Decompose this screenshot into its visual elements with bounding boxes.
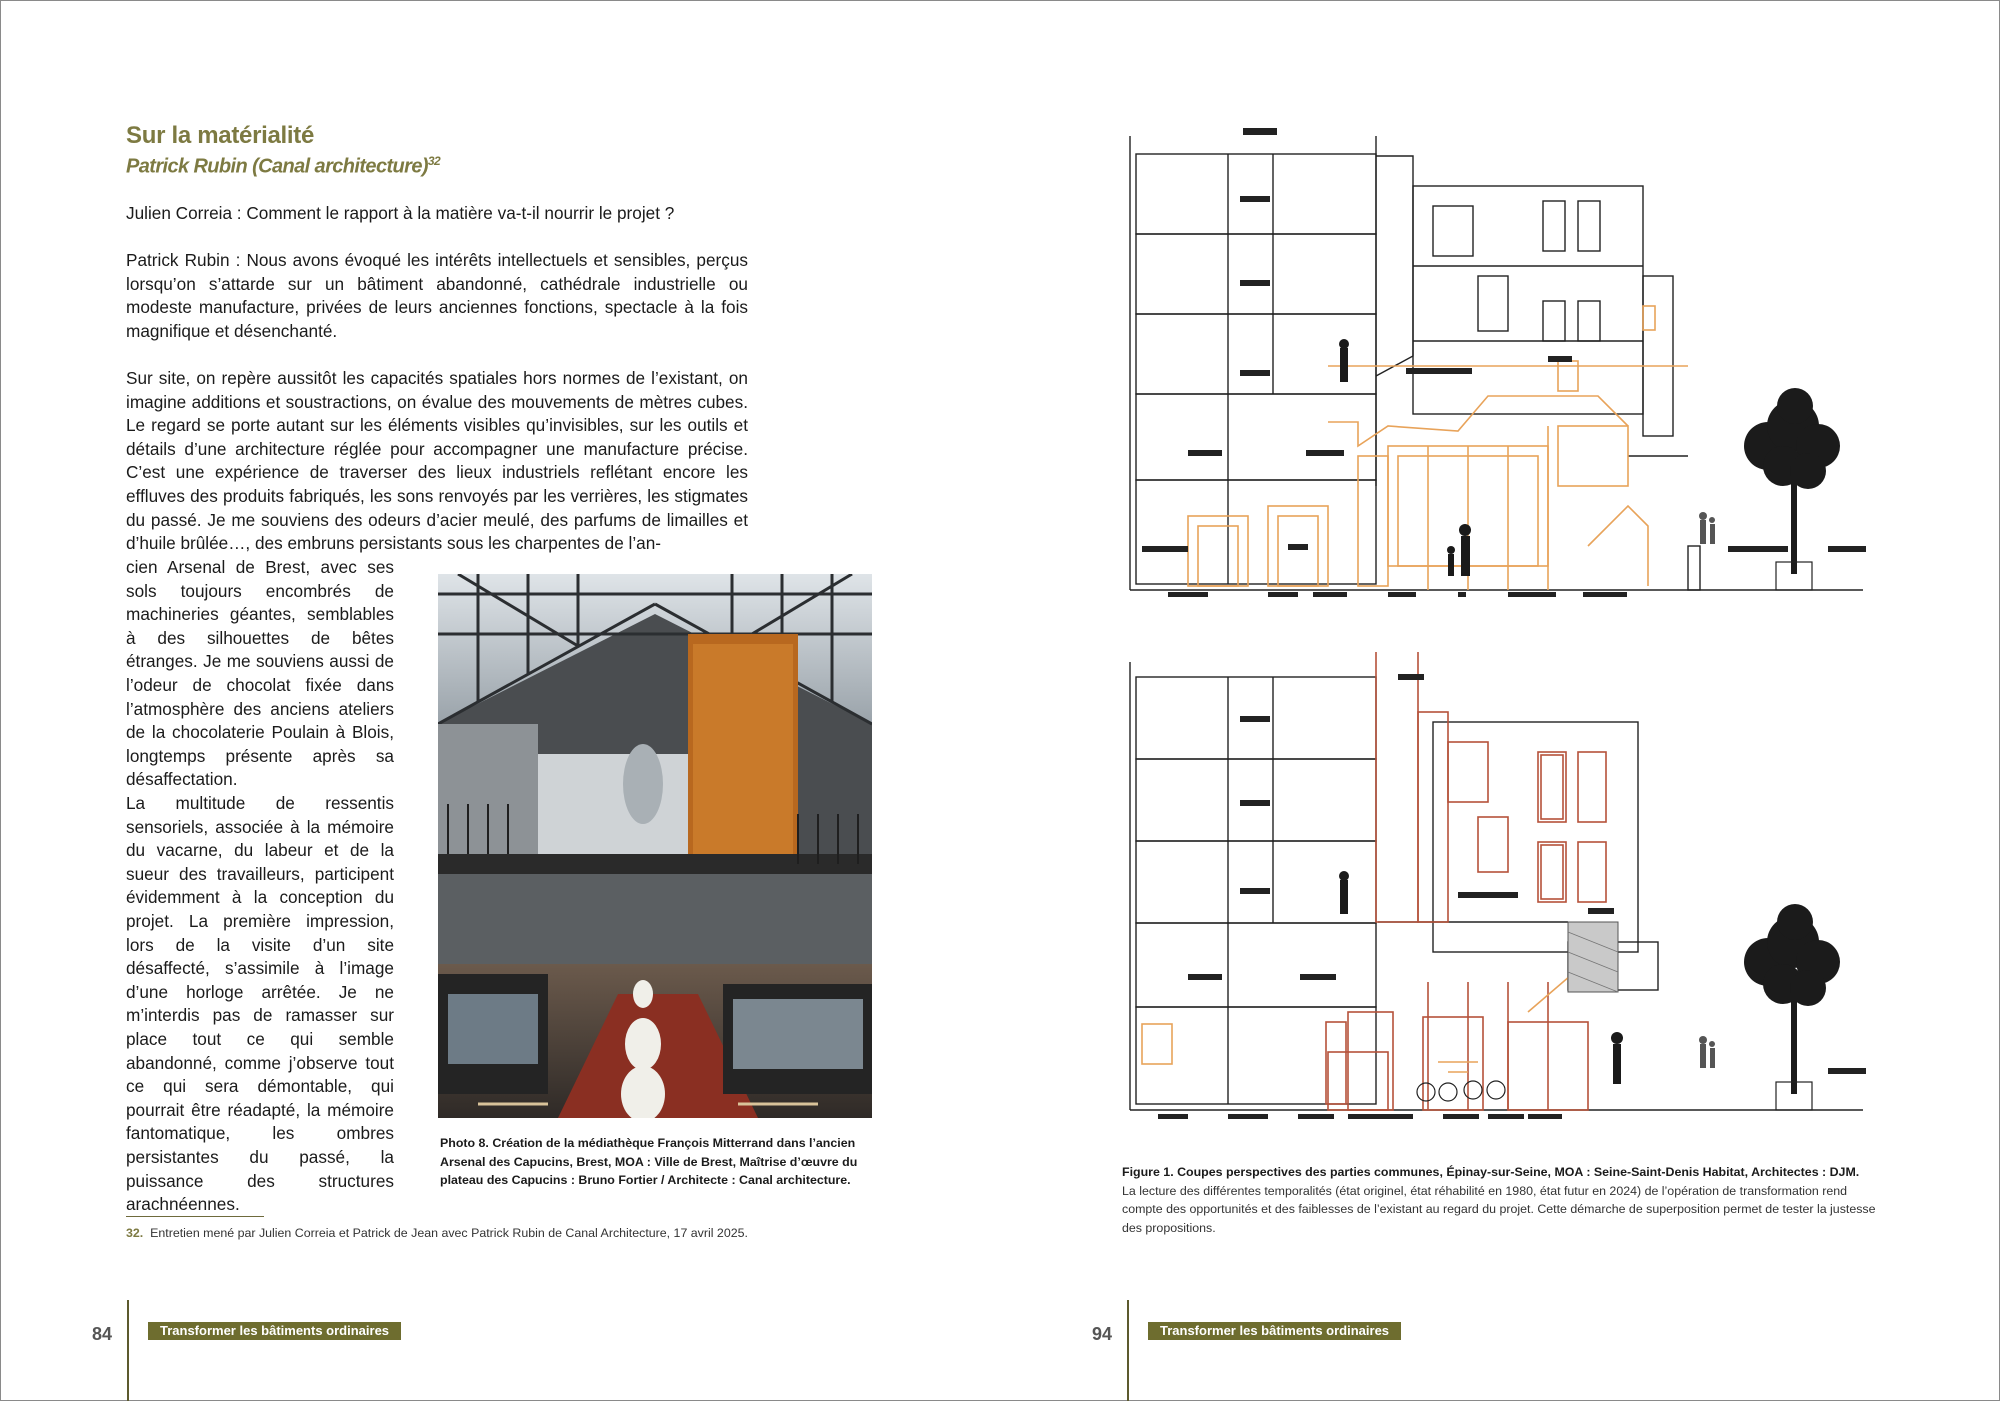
section-tag-left: Transformer les bâtiments ordinaires — [148, 1322, 401, 1340]
footer-rule-right — [1127, 1300, 1129, 1401]
footnote — [126, 1226, 748, 1240]
footnote-number: 32. — [126, 1226, 144, 1240]
figure-caption-text: La lecture des différentes temporalités (état originel, état réhabilité en 1980, état futur en 2024) de l’opération de transformation rend compte des opportunités et des faiblesses de l’existant au regard du projet. Cette démarche de superposition permet de tester la justesse des propositions. — [1122, 1183, 1876, 1235]
footnote-text: Entretien mené par Julien Correia et Patrick de Jean avec Patrick Rubin de Canal Architecture, 17 avril 2025. — [150, 1226, 748, 1240]
answer-paragraph-3: La multitude de ressentis sensoriels, associée à la mémoire du vacarne, du labeur et de la sueur des travailleurs, participent évidemment à la conception du projet. La première impression, lors de la visite d’un site désaffecté, s’assimile à l’image d’une horloge arrêtée. Je ne m’interdis pas de ramasser sur place tout ce qui semble abandonné, comme j’observe tout ce qui sera démontable, qui pourrait être réadapté, la mémoire fantomatique, les ombres persistantes du passé, la puissance des structures arachnéennes. — [126, 793, 394, 1215]
answer-paragraph-2-continued: cien Arsenal de Brest, avec ses sols toujours encombrés de machineries géantes, semblables à des silhouettes de bêtes étranges. Je me souviens aussi de l’odeur de chocolat fixée dans l’atmosphère des anciens ateliers de la chocolaterie Poulain à Blois, longtemps présente après sa désaffectation. — [126, 557, 394, 790]
section-tag-right: Transformer les bâtiments ordinaires — [1148, 1322, 1401, 1340]
page-number-left: 84 — [92, 1324, 113, 1344]
footer-rule-left — [127, 1300, 129, 1401]
figure-caption — [1122, 1163, 1882, 1237]
section-drawing-existing — [1128, 126, 1868, 611]
page-number-right: 94 — [1092, 1324, 1113, 1344]
photo-caption: Photo 8. Création de la médiathèque François Mitterrand dans l’ancien Arsenal des Capucins, Brest, MOA : Ville de Brest, Maîtrise d’œuvre du plateau des Capucins : Bruno Fortier / Architecte : Canal architecture. — [440, 1136, 858, 1187]
footnote-ref[interactable]: 32 — [427, 154, 441, 168]
section-drawing-future — [1128, 652, 1868, 1147]
figure-caption-title: Figure 1. Coupes perspectives des parties communes, Épinay-sur-Seine, MOA : Seine-Saint-Denis Habitat, Architectes : DJM. — [1122, 1165, 1860, 1179]
answer-paragraph-1: Patrick Rubin : Nous avons évoqué les intérêts intellectuels et sensibles, perçus lorsqu’on s’attarde sur un bâtiment abandonné, cathédrale industrielle ou modeste manufacture, privées de leurs anciennes fonctions, spectacle à la fois magnifique et désenchanté. — [126, 250, 748, 341]
subheading-text: Patrick Rubin (Canal architecture) — [126, 155, 428, 178]
mediatheque-photo — [438, 574, 872, 1118]
section-subheading — [126, 154, 440, 179]
footnote-divider — [126, 1216, 264, 1217]
section-heading: Sur la matérialité — [126, 122, 315, 149]
question-paragraph: Julien Correia : Comment le rapport à la matière va-t-il nourrir le projet ? — [126, 203, 675, 223]
answer-paragraph-2: Sur site, on repère aussitôt les capacités spatiales hors normes de l’existant, on imagine additions et soustractions, on évalue des mouvements de mètres cubes. Le regard se porte autant sur les éléments visibles qu’invisibles, sur les outils et détails d’une architecture réglée pour accompagner une manufacture précise. C’est une expérience de traverser des lieux industriels reflétant encore les effluves des produits fabriqués, les sons renvoyés par les verrières, les stigmates du passé. Je me souviens des odeurs d’acier meulé, des parfums de limailles et d’huile brûlée…, des embruns persistants sous les charpentes de l’an- — [126, 368, 748, 554]
right-page — [1000, 0, 2000, 1401]
